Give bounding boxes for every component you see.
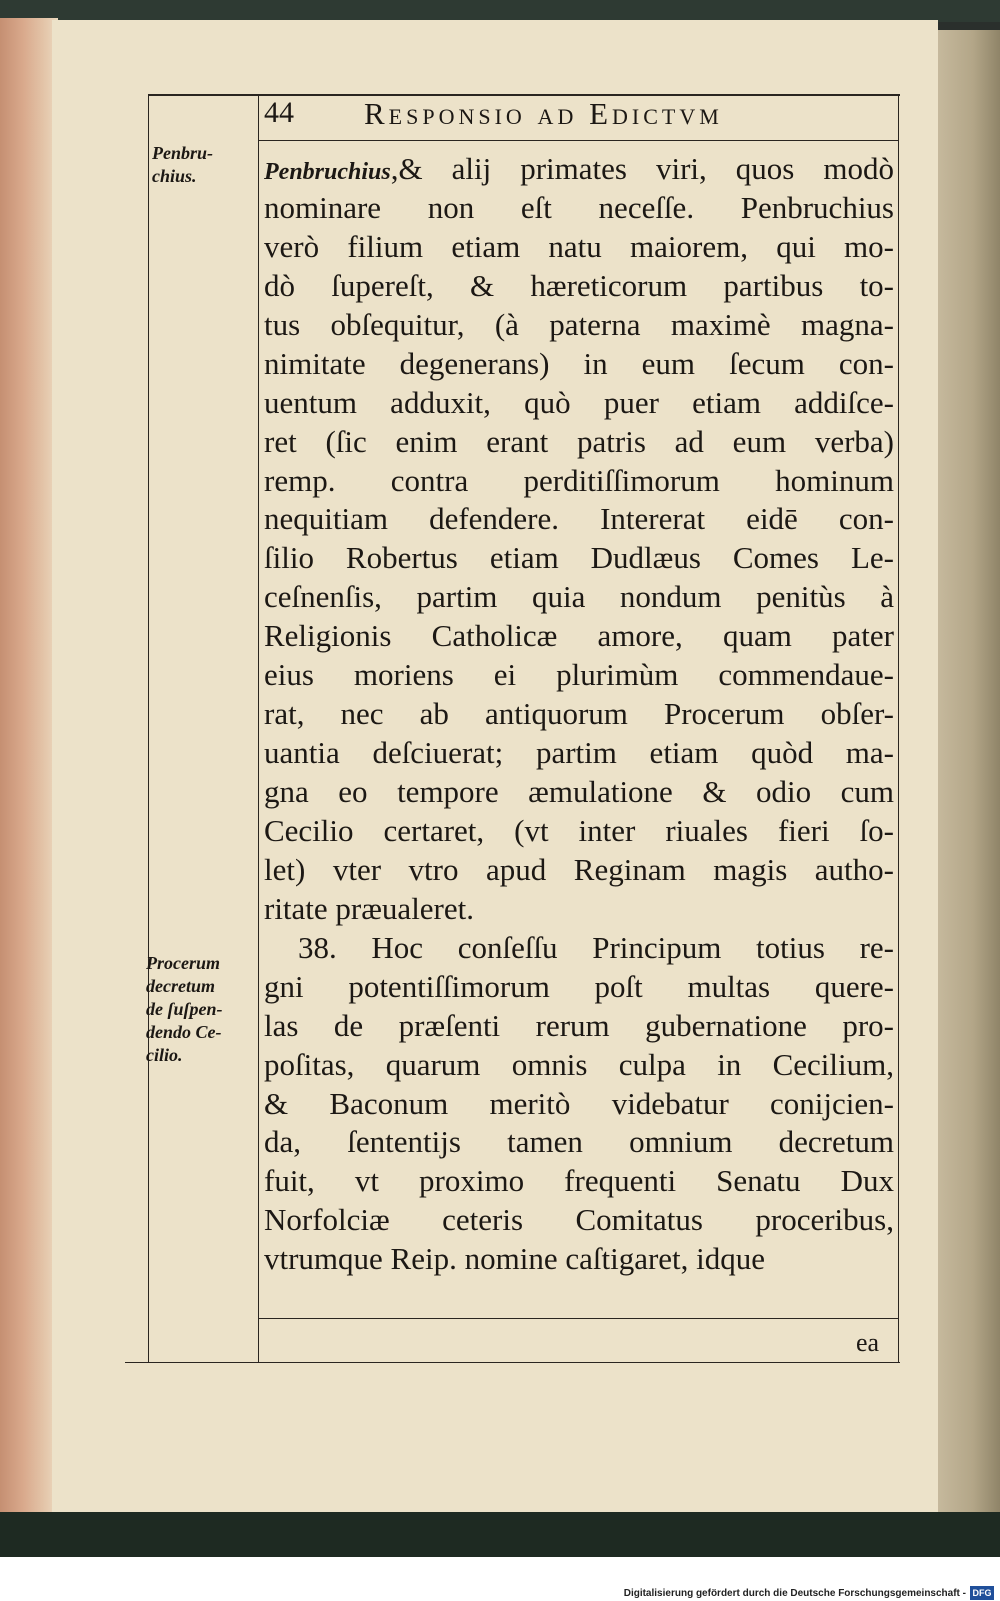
margin-note-line: cilio. (146, 1045, 183, 1065)
margin-note-penbruchius (152, 142, 252, 188)
frame-rule-bottom-inner (258, 1318, 898, 1319)
text-line: nequitiam defendere. Intererat eidē con- (264, 501, 894, 537)
page-number: 44 (264, 96, 294, 129)
body-text (264, 150, 894, 1279)
text-line: 38. Hoc conſeſſu Principum totius re- (298, 929, 894, 965)
text-line: Religionis Catholicæ amore, quam pater (264, 618, 894, 654)
frame-rule-left (148, 96, 149, 1362)
text-line: rat, nec ab antiquorum Procerum obſer- (264, 696, 894, 732)
margin-note-line: dendo Ce- (146, 1022, 222, 1042)
scan-background-top (0, 0, 1000, 22)
text-line: ritate præualeret. (264, 890, 475, 926)
text-line: Norfolciæ ceteris Comitatus proceribus, (264, 1202, 894, 1238)
text-line: uentum adduxit, quò puer etiam addiſce- (264, 384, 894, 420)
margin-note-line: chius. (152, 166, 197, 186)
text-line: vtrumque Reip. nomine caſtigaret, idque (264, 1241, 766, 1277)
footer-credit: Digitalisierung gefördert durch die Deutsche Forschungsgemeinschaft - (623, 1588, 966, 1599)
text-line: ret (ſic enim erant patris ad eum verba) (264, 423, 894, 459)
margin-note-line: decretum (146, 976, 215, 996)
text-line: dò ſupereſt, & hæreticorum partibus to- (264, 267, 894, 303)
dfg-logo: DFG (970, 1586, 994, 1600)
text-line: da, ſententijs tamen omnium decretum (264, 1124, 894, 1160)
page-gutter-shadow (932, 30, 1000, 1515)
text-line: eius moriens ei plurimùm commendaue- (264, 657, 894, 693)
text-line: remp. contra perditiſſimorum hominum (264, 462, 894, 498)
text-line: let) vter vtro apud Reginam magis autho- (264, 851, 894, 887)
page-edge (0, 18, 58, 1516)
text-line: nimitate degenerans) in eum ſecum con- (264, 345, 894, 381)
scan-background-bottom (0, 1512, 1000, 1557)
text-line: Penbruchius,& alij primates viri, quos modò (264, 151, 894, 186)
frame-rule-right (898, 96, 899, 1362)
text-line: verò filium etiam natu maiorem, qui mo- (264, 228, 894, 264)
text-line: & Baconum meritò videbatur conijcien- (264, 1085, 894, 1121)
page-header (262, 92, 892, 138)
text-line: tus obſequitur, (à paterna maximè magna- (264, 306, 894, 342)
frame-rule-margin (258, 96, 259, 1362)
catchword: ea (856, 1328, 880, 1357)
frame-rule-bottom-outer (125, 1362, 900, 1363)
frame-rule-header (258, 140, 898, 141)
text-line: poſitas, quarum omnis culpa in Cecilium, (264, 1046, 894, 1082)
text-line: las de præſenti rerum gubernatione pro- (264, 1007, 894, 1043)
margin-note-line: Procerum (146, 953, 220, 973)
margin-note-line: de ſuſpen- (146, 999, 223, 1019)
text-line: uantia deſciuerat; partim etiam quòd ma- (264, 735, 894, 771)
text-line: ſilio Robertus etiam Dudlæus Comes Le- (264, 540, 894, 576)
text-line: gni potentiſſimorum poſt multas quere- (264, 968, 894, 1004)
text-line: nominare non eſt neceſſe. Penbruchius (264, 189, 894, 225)
margin-note-line: Penbru- (152, 143, 214, 163)
text-line: Cecilio certaret, (vt inter riuales fieri ſo- (264, 812, 894, 848)
text-line: gna eo tempore æmulatione & odio cum (264, 774, 894, 809)
margin-note-procerum (146, 952, 256, 1067)
text-line: ceſnenſis, partim quia nondum penitùs à (264, 579, 894, 615)
text-line: fuit, vt proximo frequenti Senatu Dux (264, 1163, 894, 1199)
running-head: Responsio ad Edictvm (364, 96, 723, 131)
